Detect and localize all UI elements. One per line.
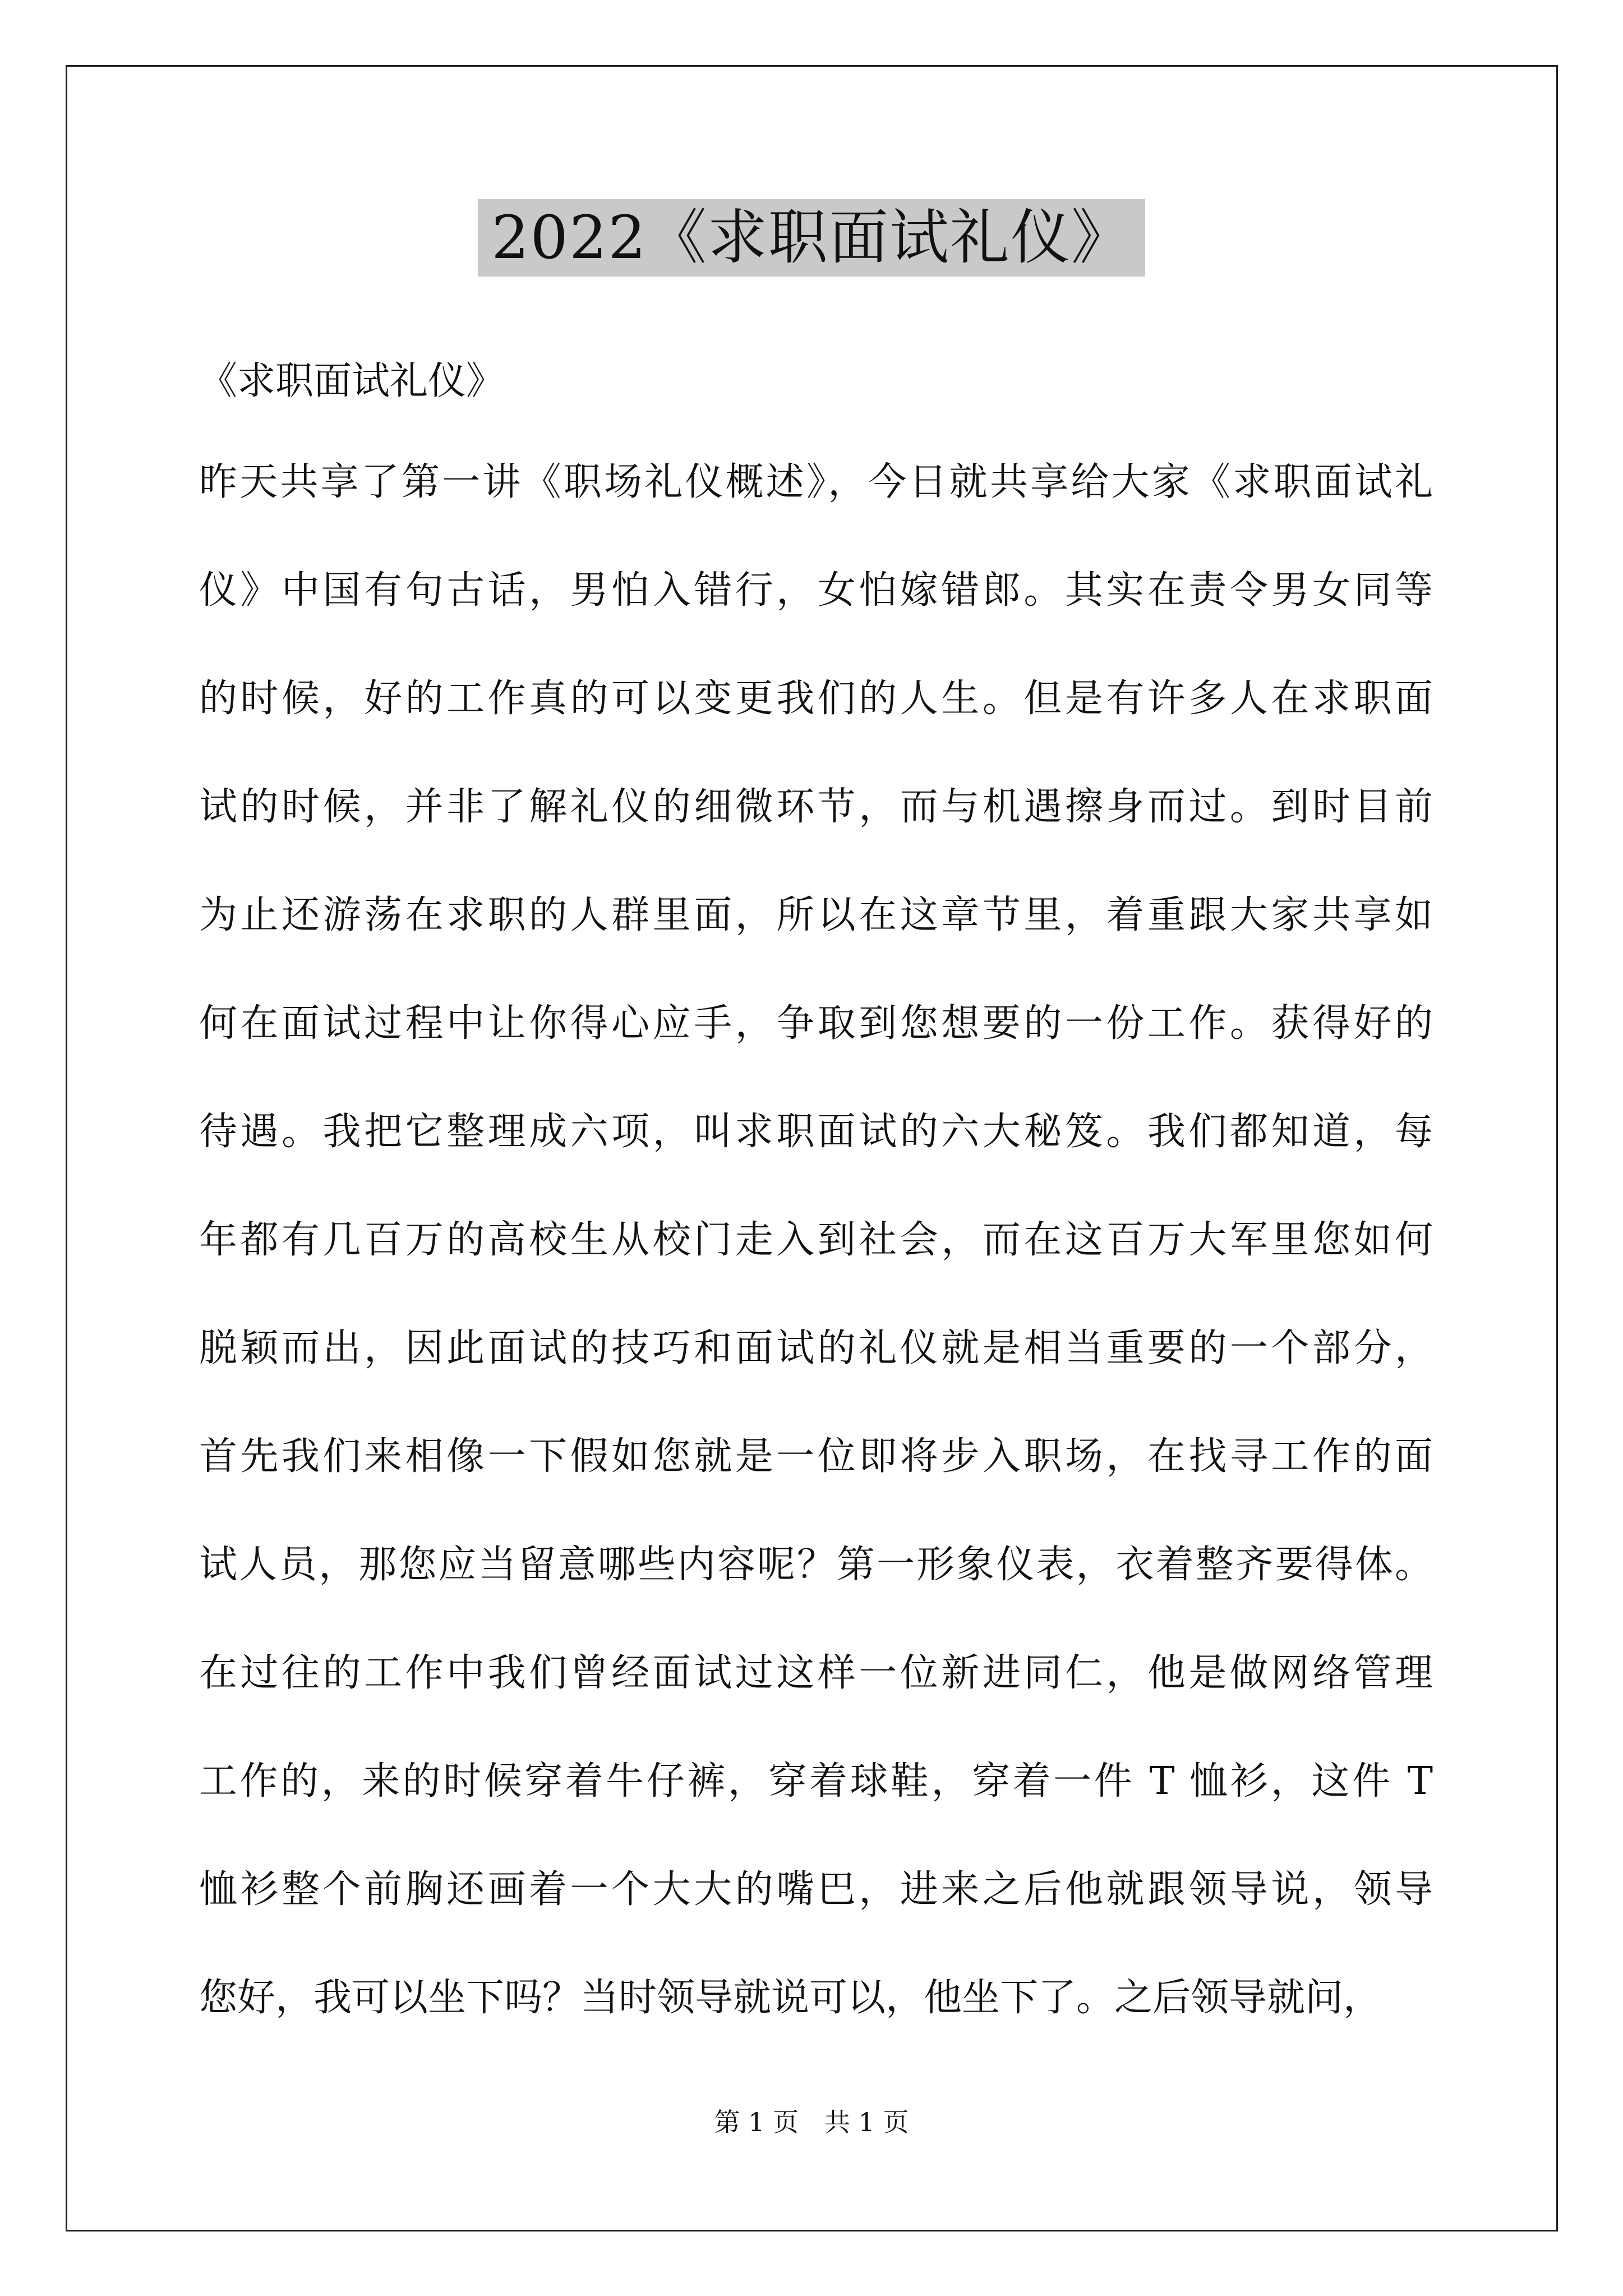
body-line: 工作的，来的时候穿着牛仔裤，穿着球鞋，穿着一件 T 恤衫，这件 T xyxy=(199,1759,1433,1803)
body-line: 为止还游荡在求职的人群里面，所以在这章节里，着重跟大家共享如 xyxy=(199,893,1433,937)
body-line: 的时候，好的工作真的可以变更我们的人生。但是有许多人在求职面 xyxy=(199,677,1433,721)
body-line: 何在面试过程中让你得心应手，争取到您想要的一份工作。获得好的 xyxy=(199,1001,1433,1046)
body-line: 首先我们来相像一下假如您就是一位即将步入职场，在找寻工作的面 xyxy=(199,1434,1433,1479)
body-line: 试人员，那您应当留意哪些内容呢？第一形象仪表，衣着整齐要得体。 xyxy=(199,1543,1433,1587)
body-line: 待遇。我把它整理成六项，叫求职面试的六大秘笈。我们都知道，每 xyxy=(199,1110,1433,1154)
body-line: 恤衫整个前胸还画着一个大大的嘴巴，进来之后他就跟领导说，领导 xyxy=(199,1867,1433,1912)
title-block xyxy=(0,199,1623,277)
body-line: 昨天共享了第一讲《职场礼仪概述》，今日就共享给大家《求职面试礼 xyxy=(199,460,1433,504)
subtitle: 《求职面试礼仪》 xyxy=(199,359,505,403)
body-line: 仪》中国有句古话，男怕入错行，女怕嫁错郎。其实在责令男女同等 xyxy=(199,568,1433,613)
body-line: 在过往的工作中我们曾经面试过这样一位新进同仁，他是做网络管理 xyxy=(199,1651,1433,1695)
page-title: 2022《求职面试礼仪》 xyxy=(478,199,1145,277)
page-footer: 第 1 页 共 1 页 xyxy=(714,2107,909,2137)
body-line: 试的时候，并非了解礼仪的细微环节，而与机遇擦身而过。到时目前 xyxy=(199,785,1433,829)
body-line: 年都有几百万的高校生从校门走入到社会，而在这百万大军里您如何 xyxy=(199,1218,1433,1262)
body-line: 您好，我可以坐下吗？当时领导就说可以，他坐下了。之后领导就问， xyxy=(199,1976,1382,2020)
body-line: 脱颖而出，因此面试的技巧和面试的礼仪就是相当重要的一个部分， xyxy=(199,1326,1433,1370)
